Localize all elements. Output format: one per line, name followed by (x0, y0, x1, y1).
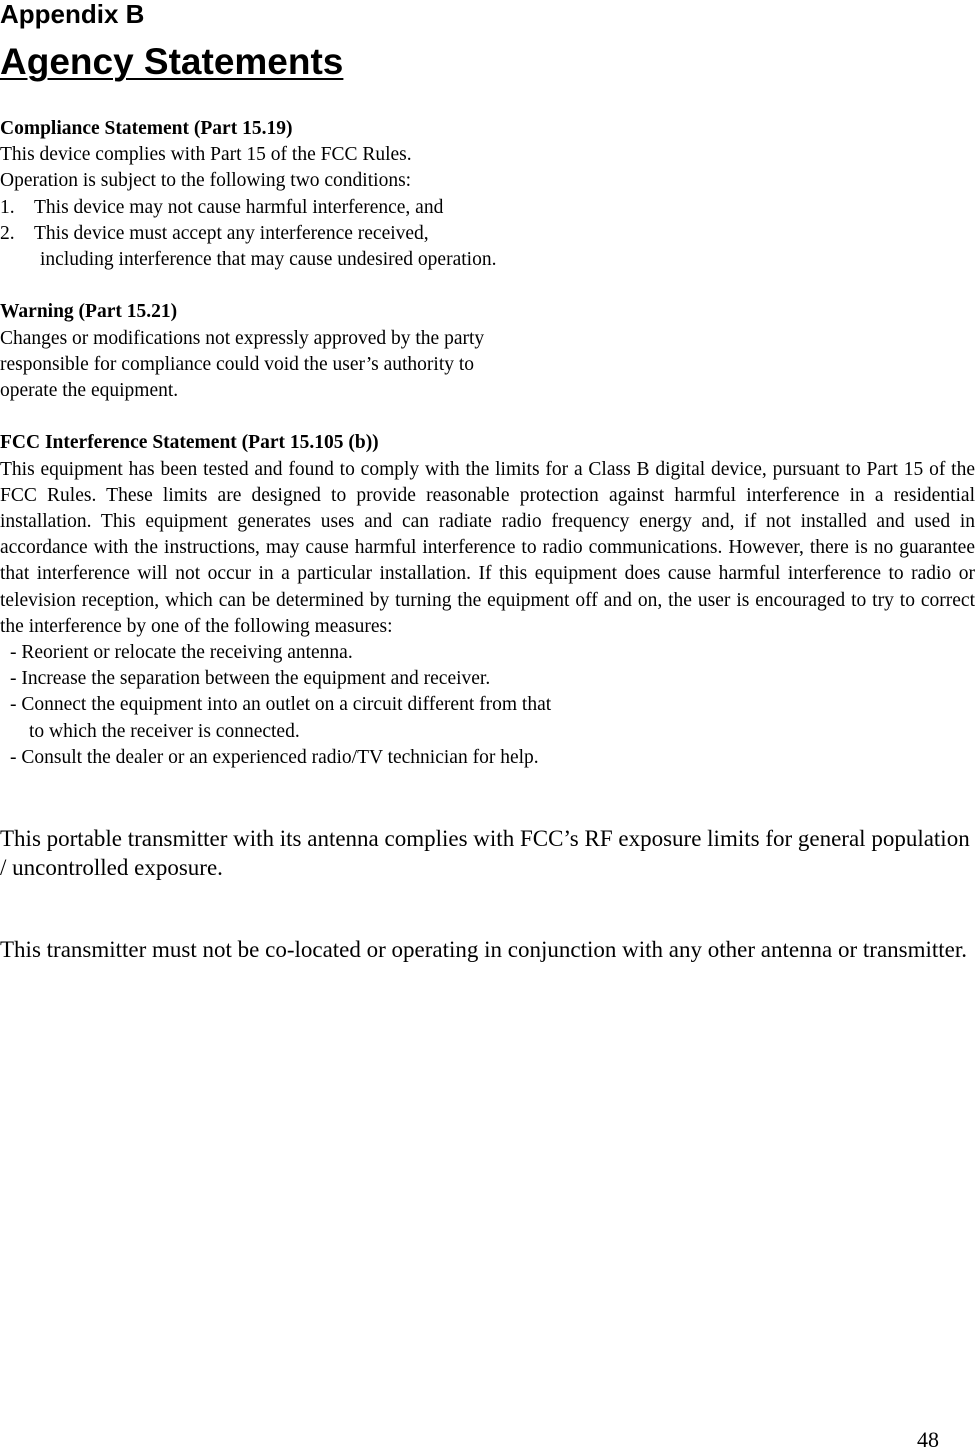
compliance-heading: Compliance Statement (Part 15.19) (0, 118, 293, 139)
document-body (0, 116, 975, 965)
warning-line: Changes or modifications not expressly approved by the party (0, 327, 485, 349)
compliance-line: Operation is subject to the following two conditions: (0, 170, 412, 192)
spacer (0, 882, 975, 936)
condition-item (0, 221, 975, 247)
condition-number: 1. (0, 196, 15, 218)
colocation-paragraph: This transmitter must not be co-located or operating in conjunction with any other antenna or transmitter. (0, 937, 968, 963)
condition-text: This device may not cause harmful interference, and (34, 196, 444, 218)
page-number: 48 (917, 1427, 939, 1452)
measure-item: - Increase the separation between the equipment and receiver. (10, 668, 491, 690)
measure-item: - Consult the dealer or an experienced radio/TV technician for help. (10, 746, 539, 768)
condition-number: 2. (0, 222, 15, 244)
fcc-interference-paragraph: This equipment has been tested and found to comply with the limits for a Class B digital device, pursuant to Part 15 of the FCC Rules. These limits are designed to provide reasonable protection against harmful interference in a residential installation. This equipment generates uses and can radiate radio frequency energy and, if not installed and used in accordance with the instructions, may cause harmful interference to radio communications. However, there is no guarantee that interference will not occur in a particular installation. If this equipment does cause harmful interference to radio or television reception, which can be determined by turning the equipment off and on, the user is encouraged to try to correct the interference by one of the following measures: (0, 458, 975, 637)
spacer (0, 404, 975, 430)
condition-continuation: including interference that may cause undesired operation. (40, 249, 497, 271)
fcc-interference-section (0, 430, 975, 771)
compliance-statement-section (0, 116, 975, 273)
page-title: Agency Statements (0, 41, 344, 82)
compliance-line: This device complies with Part 15 of the FCC Rules. (0, 144, 412, 166)
condition-item (0, 195, 975, 221)
rf-exposure-paragraph: This portable transmitter with its antenna complies with FCC’s RF exposure limits for general population / uncontrolled exposure. (0, 826, 970, 880)
warning-heading: Warning (Part 15.21) (0, 301, 178, 323)
appendix-label: Appendix B (0, 0, 145, 29)
warning-section (0, 299, 975, 404)
measure-item: - Connect the equipment into an outlet on a circuit different from that (10, 694, 552, 716)
warning-line: responsible for compliance could void the user’s authority to (0, 353, 475, 375)
condition-text: This device must accept any interference received, (34, 222, 429, 244)
warning-line: operate the equipment. (0, 380, 179, 402)
spacer (0, 771, 975, 825)
fcc-interference-heading: FCC Interference Statement (Part 15.105 (b)) (0, 432, 379, 454)
spacer (0, 273, 975, 299)
measure-continuation: to which the receiver is connected. (29, 720, 300, 742)
measure-item: - Reorient or relocate the receiving antenna. (10, 642, 353, 664)
